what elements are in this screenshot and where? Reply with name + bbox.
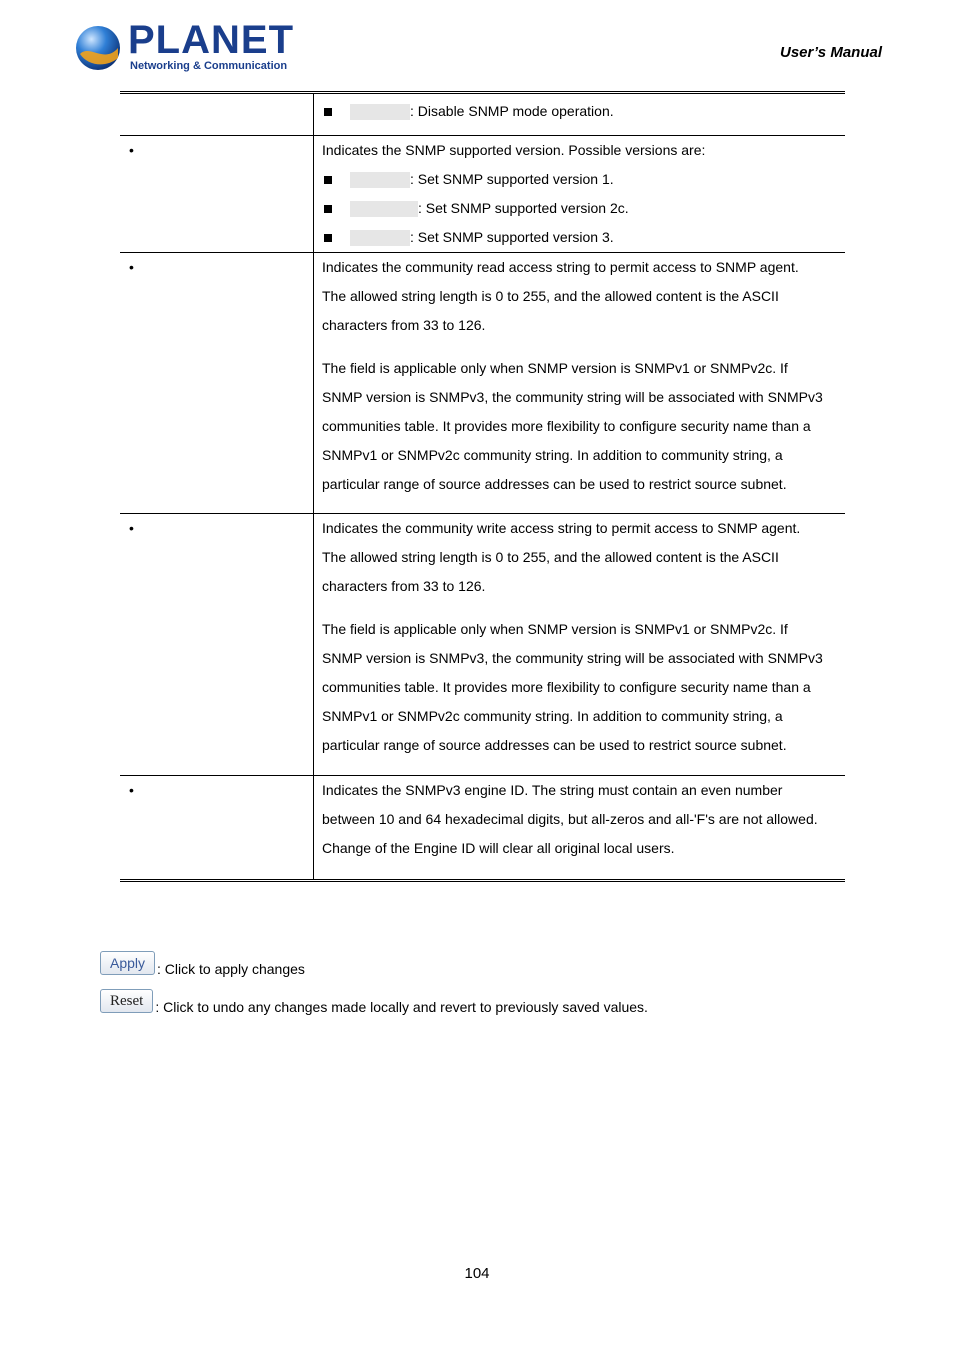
description-line: The allowed string length is 0 to 255, and the allowed content is the ASCII (322, 549, 779, 565)
parameter-cell (120, 94, 314, 135)
description-line: Indicates the SNMPv3 engine ID. The string must contain an even number (322, 782, 783, 798)
description-line: The field is applicable only when SNMP version is SNMPv1 or SNMPv2c. If (322, 621, 788, 637)
option-name-placeholder (350, 104, 410, 120)
description-line: Change of the Engine ID will clear all original local users. (322, 840, 675, 856)
option-text: : Set SNMP supported version 3. (410, 229, 614, 245)
description-line: Indicates the community write access string to permit access to SNMP agent. (322, 520, 801, 536)
description-line: particular range of source addresses can be used to restrict source subnet. (322, 737, 787, 753)
option-text: : Disable SNMP mode operation. (410, 103, 614, 119)
table-body (120, 94, 845, 879)
description-cell (314, 514, 845, 775)
description-line: The allowed string length is 0 to 255, and the allowed content is the ASCII (322, 288, 779, 304)
option-name-placeholder (350, 172, 410, 188)
bullet-icon: • (129, 520, 134, 536)
bullet-icon: • (129, 782, 134, 798)
description-line: SNMPv1 or SNMPv2c community string. In addition to community string, a (322, 447, 783, 463)
description-cell (314, 253, 845, 513)
apply-row (100, 949, 305, 977)
description-cell (314, 776, 845, 879)
table-row (120, 776, 845, 879)
planet-logo (74, 18, 294, 76)
page-number: 104 (464, 1265, 490, 1282)
option-line (322, 223, 839, 252)
reset-row (100, 987, 648, 1015)
apply-button[interactable]: Apply (100, 951, 155, 975)
paragraph-gap (322, 340, 839, 354)
description-line: communities table. It provides more flexibility to configure security name than a (322, 679, 811, 695)
description-cell (314, 94, 845, 135)
option-text: : Set SNMP supported version 2c. (418, 200, 629, 216)
description-line: SNMPv1 or SNMPv2c community string. In addition to community string, a (322, 708, 783, 724)
option-line (322, 97, 839, 126)
option-name-placeholder (350, 230, 410, 246)
description-table (120, 91, 845, 882)
table-row (120, 136, 845, 253)
bullet-icon: • (129, 142, 134, 158)
description-line: The field is applicable only when SNMP version is SNMPv1 or SNMPv2c. If (322, 360, 788, 376)
square-bullet-icon (324, 108, 332, 116)
description-cell (314, 136, 845, 252)
reset-description: : Click to undo any changes made locally and revert to previously saved values. (155, 999, 648, 1015)
table-row (120, 514, 845, 776)
option-name-placeholder (350, 201, 418, 217)
parameter-cell (120, 514, 314, 775)
parameter-cell (120, 776, 314, 879)
description-line: communities table. It provides more flexibility to configure security name than a (322, 418, 811, 434)
logo-wordmark: PLANET (128, 18, 294, 62)
bullet-icon: • (129, 259, 134, 275)
description-line: between 10 and 64 hexadecimal digits, but all-zeros and all-'F's are not allowed. (322, 811, 818, 827)
square-bullet-icon (324, 176, 332, 184)
square-bullet-icon (324, 205, 332, 213)
description-line: Indicates the community read access string to permit access to SNMP agent. (322, 259, 799, 275)
parameter-cell (120, 136, 314, 252)
paragraph-gap (322, 601, 839, 615)
option-line (322, 194, 839, 223)
table-bottom-rule (120, 879, 845, 882)
description-line: characters from 33 to 126. (322, 578, 486, 594)
table-row (120, 253, 845, 514)
parameter-cell (120, 253, 314, 513)
description-line: Indicates the SNMP supported version. Possible versions are: (322, 142, 706, 158)
description-line: SNMP version is SNMPv3, the community string will be associated with SNMPv3 (322, 650, 823, 666)
description-line: SNMP version is SNMPv3, the community string will be associated with SNMPv3 (322, 389, 823, 405)
option-line (322, 165, 839, 194)
table-row (120, 94, 845, 136)
manual-label: User’s Manual (780, 44, 882, 61)
description-line: particular range of source addresses can be used to restrict source subnet. (322, 476, 787, 492)
square-bullet-icon (324, 234, 332, 242)
description-line: characters from 33 to 126. (322, 317, 486, 333)
reset-button[interactable]: Reset (100, 989, 153, 1013)
apply-description: : Click to apply changes (157, 961, 305, 977)
globe-icon (74, 24, 122, 72)
logo-tagline: Networking & Communication (130, 60, 288, 72)
option-text: : Set SNMP supported version 1. (410, 171, 614, 187)
